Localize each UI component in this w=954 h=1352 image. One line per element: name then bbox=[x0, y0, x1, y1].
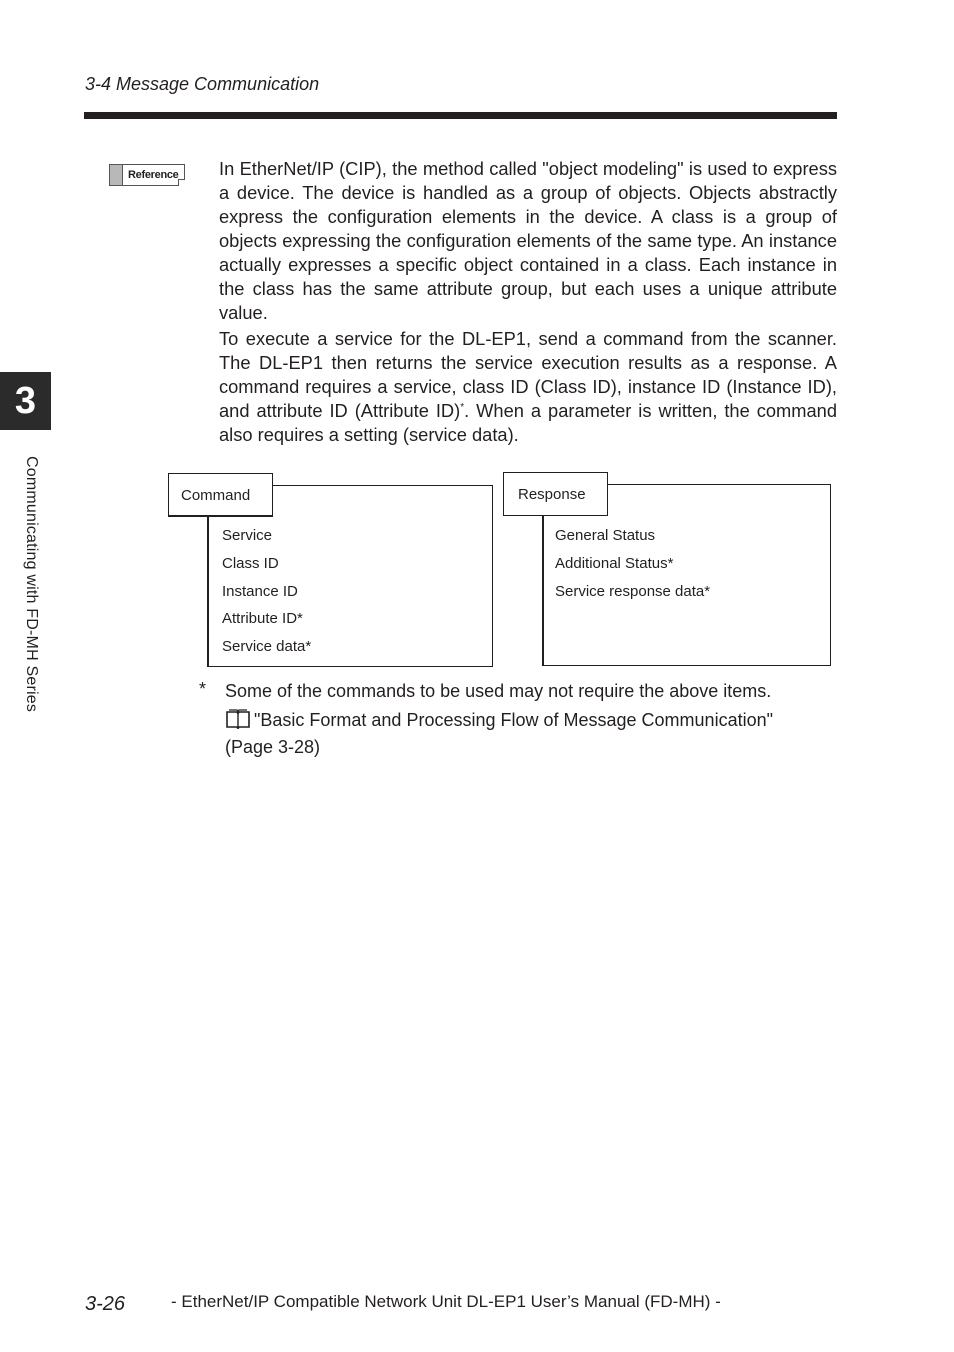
reference-badge-tab bbox=[109, 164, 123, 186]
command-item: Service data* bbox=[222, 638, 312, 656]
footnote-marker: * bbox=[460, 401, 465, 413]
side-label-text: Communicating with FD-MH Series bbox=[23, 456, 40, 713]
command-item: Class ID bbox=[222, 554, 279, 572]
reference-badge-fold bbox=[178, 179, 185, 186]
footer-manual-title: - EtherNet/IP Compatible Network Unit DL-EP1 User’s Manual (FD-MH) - bbox=[171, 1292, 721, 1311]
command-item: Instance ID bbox=[222, 582, 298, 600]
paragraph-1: In EtherNet/IP (CIP), the method called "object modeling" is used to express a device. The device is handled as a group of objects. Objects abstractly express the configuration elements in the device. A class is a group of objects expressing the configuration elements of the same type. An instance actually expresses a specific object contained in a class. Each instance in the class has the same attribute group, but each uses a unique attribute value. bbox=[219, 158, 837, 323]
section-title: 3-4 Message Communication bbox=[85, 74, 320, 94]
chapter-number: 3 bbox=[14, 379, 37, 422]
header-rule bbox=[84, 112, 837, 119]
response-box-left-edge bbox=[542, 516, 544, 666]
command-label-shadow bbox=[168, 515, 273, 517]
reference-badge-label: Reference bbox=[123, 164, 185, 186]
note-reference-text[interactable]: "Basic Format and Processing Flow of Message Communication" (Page 3-28) bbox=[225, 710, 773, 757]
command-label-text: Command bbox=[181, 486, 251, 504]
book-icon bbox=[225, 709, 251, 735]
paragraph-2-part-a: To execute a service for the DL-EP1, send a command from the scanner. The DL-EP1 then returns the service execution results as a response. A command requires a service, class ID (Class ID), instance ID (Instance ID), and attribute ID (Attribute ID) bbox=[219, 328, 837, 421]
paragraph-2-part-b: . When a parameter is written, the command also requires a setting (service data). bbox=[219, 400, 837, 445]
paragraph-2 bbox=[219, 327, 837, 447]
response-item: Additional Status* bbox=[555, 554, 674, 572]
command-box-left-edge bbox=[207, 517, 209, 667]
reference-badge bbox=[109, 164, 187, 188]
note-marker: * bbox=[199, 679, 207, 699]
response-item: Service response data* bbox=[555, 582, 711, 600]
response-item: General Status bbox=[555, 527, 656, 544]
response-label-text: Response bbox=[518, 485, 586, 503]
chapter-tab bbox=[0, 372, 51, 430]
command-item: Attribute ID* bbox=[222, 610, 303, 628]
response-items bbox=[555, 522, 710, 605]
command-item: Service bbox=[222, 527, 273, 544]
page-number: 3-26 bbox=[85, 1293, 126, 1315]
note-text: Some of the commands to be used may not require the above items. bbox=[225, 681, 772, 701]
command-label bbox=[168, 473, 273, 517]
response-label bbox=[503, 472, 608, 516]
side-label bbox=[22, 456, 42, 766]
command-items bbox=[222, 522, 311, 661]
note-reference bbox=[225, 708, 825, 759]
